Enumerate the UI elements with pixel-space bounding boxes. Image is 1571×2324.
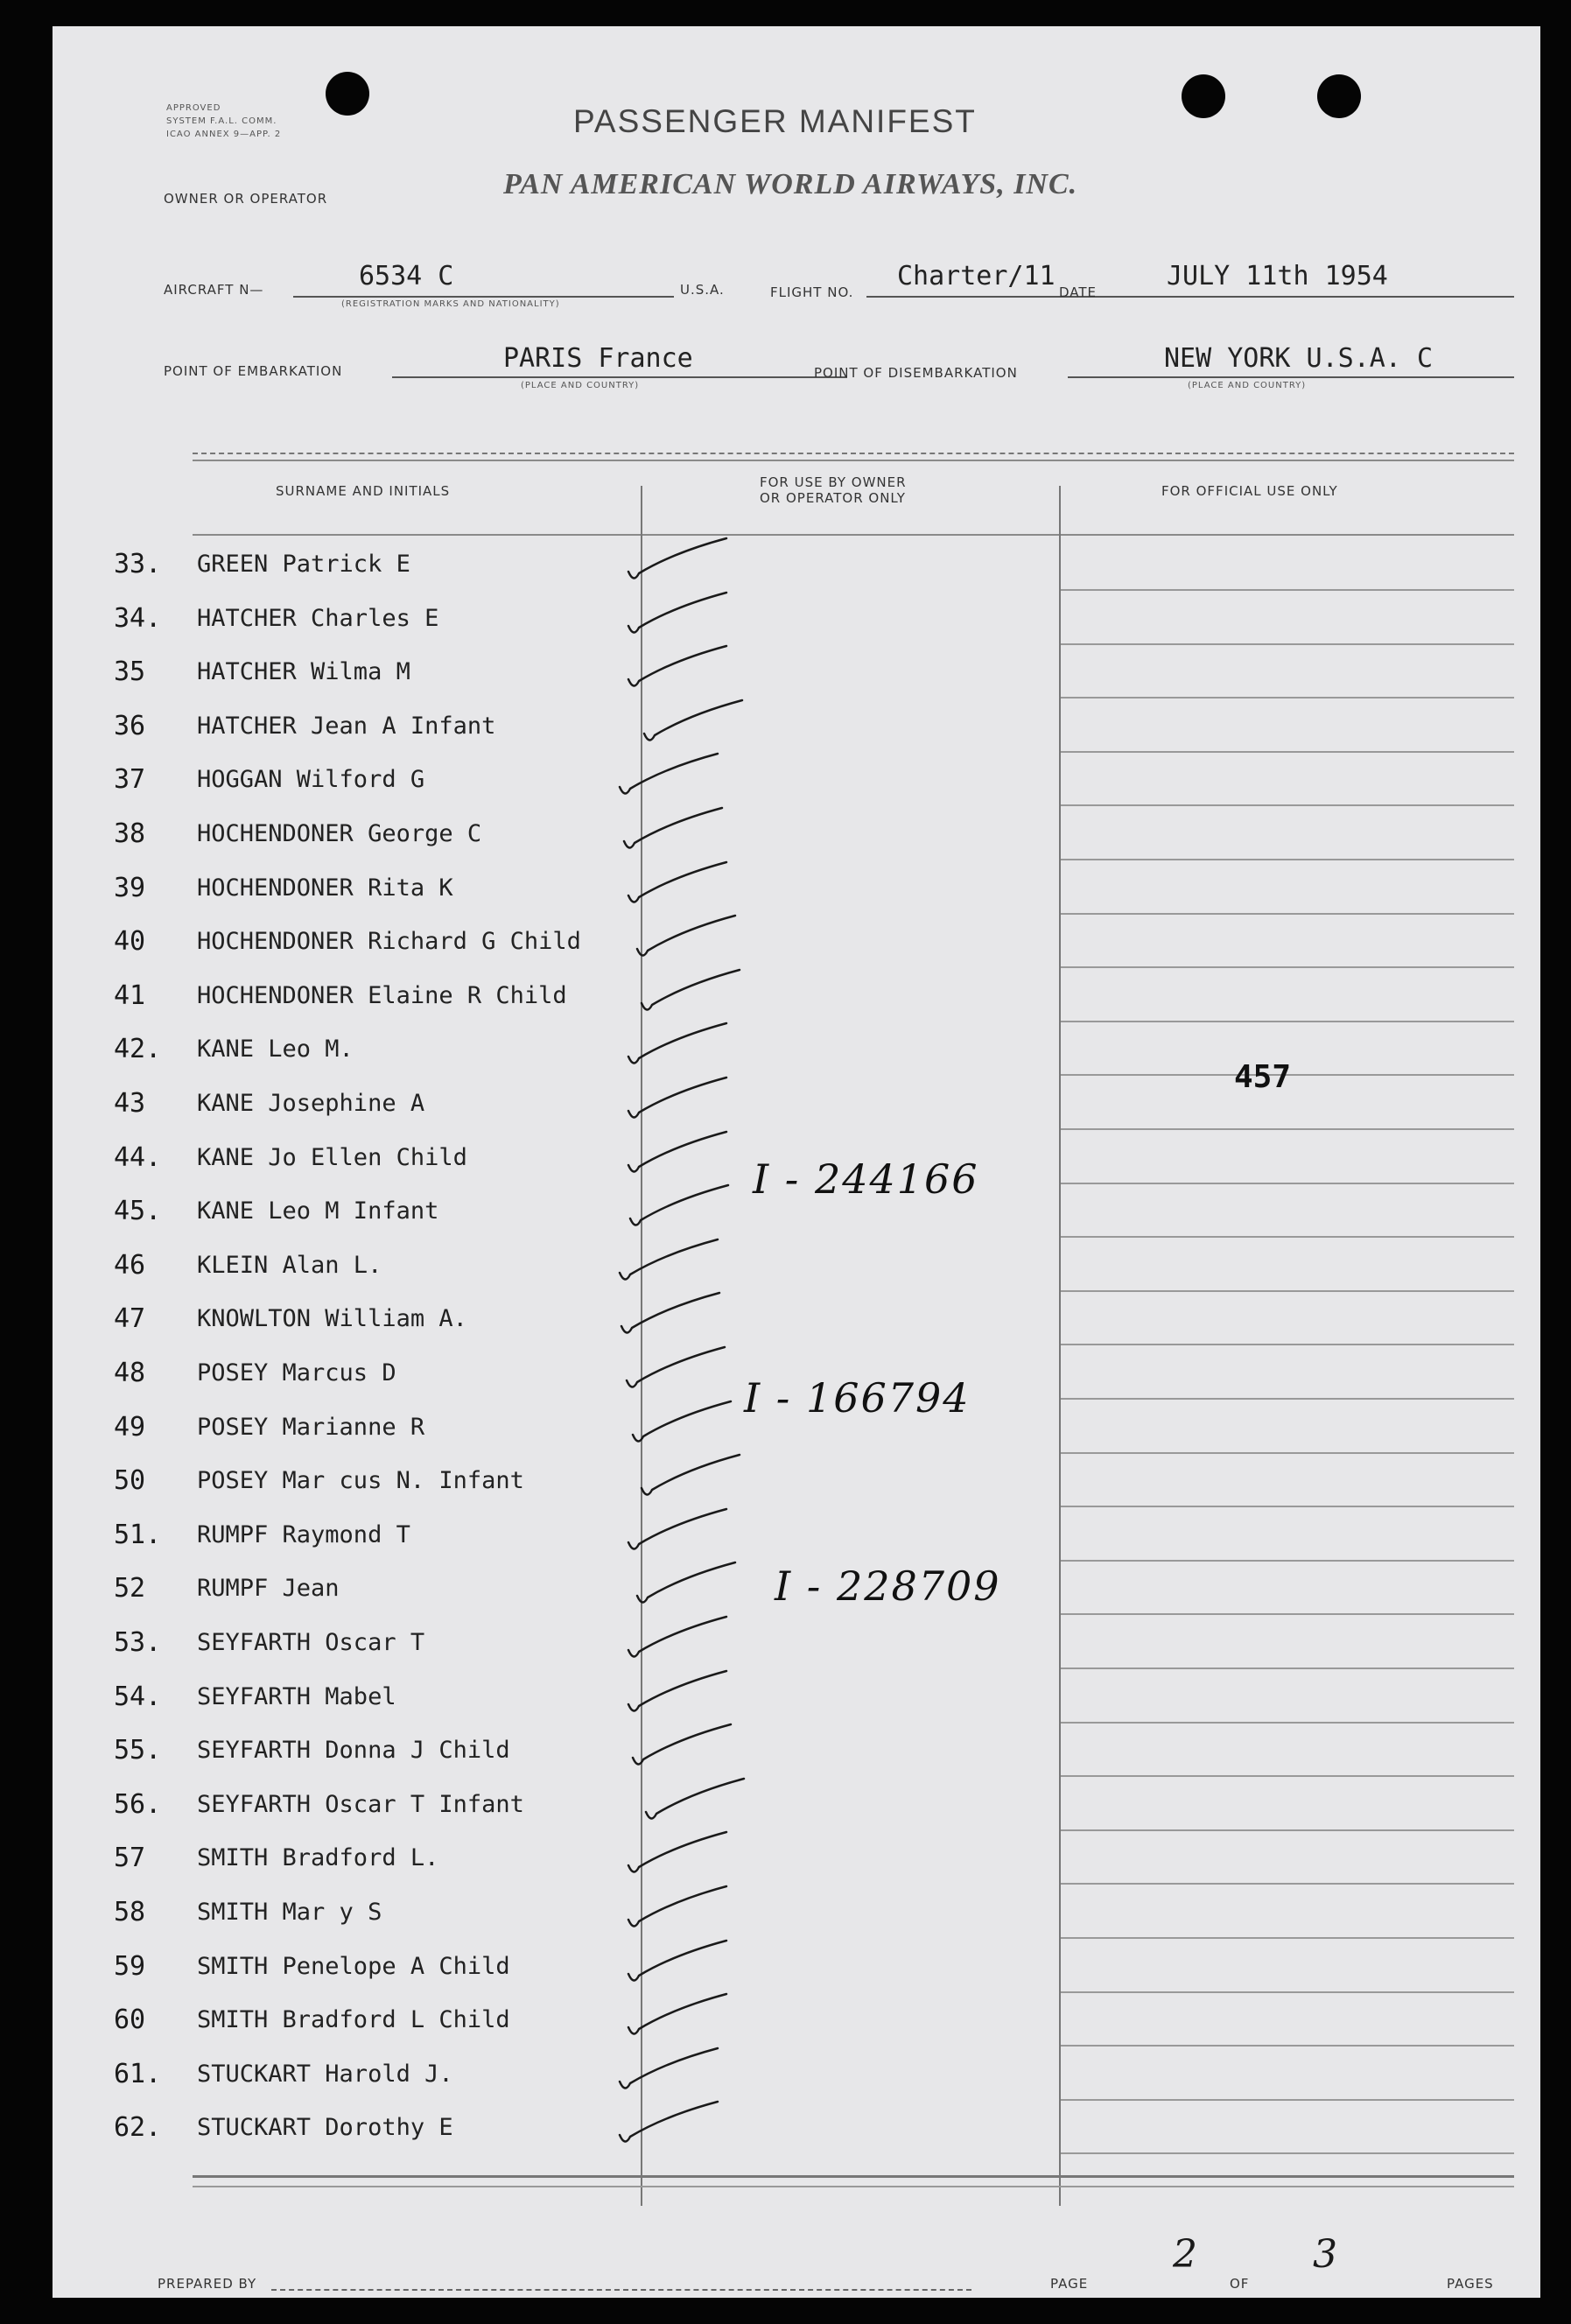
passenger-row	[53, 1025, 1540, 1079]
form-approval-line-1: APPROVED	[166, 103, 221, 113]
page-total: 3	[1313, 2232, 1337, 2277]
row-rule	[1061, 697, 1514, 699]
passenger-number: 41	[114, 979, 146, 1011]
passenger-number: 37	[114, 764, 146, 796]
flight-label: FLIGHT NO.	[770, 284, 854, 300]
passenger-name: RUMPF Raymond T	[197, 1520, 410, 1548]
column-header-operator-line-1: FOR USE BY OWNER	[760, 474, 907, 490]
check-mark-icon	[621, 1827, 735, 1879]
check-mark-icon	[621, 1989, 735, 2041]
row-rule	[1061, 1722, 1514, 1724]
passenger-number: 49	[114, 1411, 146, 1443]
check-mark-icon	[620, 1342, 733, 1394]
row-rule	[1061, 1344, 1514, 1345]
disembarkation-sub-label: (PLACE AND COUNTRY)	[1188, 381, 1307, 390]
row-rule	[1061, 2099, 1514, 2101]
check-mark-icon	[613, 2096, 726, 2149]
row-rule	[1061, 1506, 1514, 1507]
check-mark-icon	[626, 1719, 740, 1772]
passenger-name: GREEN Patrick E	[197, 551, 410, 578]
page-label: PAGE	[1050, 2276, 1089, 2292]
passenger-name: HOCHENDONER Richard G Child	[197, 928, 581, 956]
row-rule	[1061, 1452, 1514, 1454]
passenger-name: SMITH Mar y S	[197, 1899, 382, 1926]
passenger-row	[53, 648, 1540, 702]
check-mark-icon	[621, 1611, 735, 1664]
passenger-name: HOGGAN Wilford G	[197, 766, 425, 794]
passenger-row	[53, 864, 1540, 918]
passenger-number: 43	[114, 1088, 146, 1119]
row-rule	[1061, 1128, 1514, 1130]
disembarkation-label: POINT OF DISEMBARKATION	[814, 365, 1018, 381]
passenger-row	[53, 702, 1540, 756]
passenger-number: 52	[114, 1573, 146, 1604]
check-mark-icon	[621, 1935, 735, 1988]
check-mark-icon	[630, 910, 744, 963]
passenger-row	[53, 2050, 1540, 2104]
flight-value: Charter/11	[897, 261, 1056, 291]
passenger-row	[53, 1673, 1540, 1727]
passenger-row	[53, 810, 1540, 864]
passenger-name: SEYFARTH Oscar T Infant	[197, 1790, 524, 1818]
passenger-number: 44.	[114, 1141, 162, 1173]
passenger-number: 51.	[114, 1519, 162, 1550]
manifest-page	[53, 26, 1540, 2298]
check-mark-icon	[617, 803, 731, 855]
check-mark-icon	[621, 533, 735, 586]
check-mark-icon	[621, 1881, 735, 1934]
passenger-number: 36	[114, 710, 146, 741]
passenger-name: KLEIN Alan L.	[197, 1251, 382, 1279]
passenger-row	[53, 2103, 1540, 2158]
check-mark-icon	[621, 1666, 735, 1718]
passenger-number: 61.	[114, 2058, 162, 2089]
row-rule	[1061, 751, 1514, 753]
passenger-number: 42.	[114, 1034, 162, 1065]
check-mark-icon	[613, 2043, 726, 2096]
embarkation-label: POINT OF EMBARKATION	[164, 363, 343, 379]
check-mark-icon	[621, 857, 735, 909]
prepared-by-label: PREPARED BY	[158, 2276, 257, 2292]
passenger-name: SEYFARTH Oscar T	[197, 1629, 425, 1656]
passenger-name: SMITH Penelope A Child	[197, 1952, 510, 1980]
row-rule	[1061, 1937, 1514, 1939]
check-mark-icon	[623, 1180, 737, 1232]
passenger-number: 45.	[114, 1196, 162, 1227]
check-mark-icon	[621, 1072, 735, 1125]
row-rule	[1061, 589, 1514, 591]
page-number: 2	[1173, 2232, 1197, 2277]
passenger-number: 59	[114, 1950, 146, 1982]
passenger-name: SEYFARTH Mabel	[197, 1682, 396, 1710]
passenger-row	[53, 1780, 1540, 1835]
check-mark-icon	[614, 1288, 728, 1340]
column-header-name: SURNAME AND INITIALS	[276, 483, 451, 499]
column-header-official: FOR OFFICIAL USE ONLY	[1161, 483, 1338, 499]
passenger-name: SMITH Bradford L.	[197, 1844, 439, 1872]
check-mark-icon	[635, 965, 748, 1017]
row-rule	[1061, 2045, 1514, 2047]
passenger-row	[53, 917, 1540, 972]
date-value: JULY 11th 1954	[1167, 261, 1388, 291]
passenger-name: SEYFARTH Donna J Child	[197, 1737, 510, 1765]
passenger-number: 60	[114, 2005, 146, 2036]
row-rule	[1061, 1290, 1514, 1292]
country-label: U.S.A.	[680, 282, 725, 298]
row-rule	[1061, 1398, 1514, 1400]
passenger-row	[53, 1726, 1540, 1780]
passenger-number: 38	[114, 818, 146, 849]
passenger-number: 57	[114, 1843, 146, 1874]
passenger-number: 48	[114, 1358, 146, 1388]
passenger-name: STUCKART Dorothy E	[197, 2114, 453, 2142]
passenger-number: 47	[114, 1303, 146, 1335]
form-approval-line-2: SYSTEM F.A.L. COMM.	[166, 116, 277, 126]
passenger-name: HOCHENDONER Rita K	[197, 874, 453, 902]
check-mark-icon	[626, 1396, 740, 1449]
passenger-row	[53, 594, 1540, 649]
aircraft-sub-label: (REGISTRATION MARKS AND NATIONALITY)	[341, 299, 560, 309]
passenger-name: SMITH Bradford L Child	[197, 2006, 510, 2034]
passenger-name: POSEY Marianne R	[197, 1413, 425, 1441]
passenger-number: 55.	[114, 1735, 162, 1766]
official-note: 457	[1234, 1059, 1292, 1095]
check-mark-icon	[637, 695, 751, 748]
punch-hole	[1317, 74, 1361, 118]
handwritten-id-3: I - 228709	[775, 1562, 1001, 1610]
row-rule	[1061, 2152, 1514, 2154]
passenger-number: 50	[114, 1465, 146, 1497]
passenger-name: HOCHENDONER Elaine R Child	[197, 981, 567, 1009]
passenger-number: 40	[114, 926, 146, 958]
passenger-name: POSEY Marcus D	[197, 1359, 396, 1387]
passenger-number: 62.	[114, 2112, 162, 2144]
owner-value: PAN AMERICAN WORLD AIRWAYS, INC.	[503, 168, 1078, 200]
aircraft-value: 6534 C	[359, 261, 454, 291]
check-mark-icon	[621, 1127, 735, 1179]
passenger-row	[53, 1618, 1540, 1673]
check-mark-icon	[613, 748, 726, 801]
passenger-row	[53, 1834, 1540, 1888]
embarkation-sub-label: (PLACE AND COUNTRY)	[521, 381, 640, 390]
passenger-name: HATCHER Wilma M	[197, 658, 410, 686]
row-rule	[1061, 1991, 1514, 1993]
row-rule	[1061, 643, 1514, 645]
passenger-number: 54.	[114, 1681, 162, 1712]
row-rule	[1061, 1613, 1514, 1615]
embarkation-value: PARIS France	[503, 343, 693, 374]
passenger-row	[53, 1295, 1540, 1349]
passenger-row	[53, 1457, 1540, 1511]
form-approval-line-3: ICAO ANNEX 9—APP. 2	[166, 130, 282, 139]
passenger-row	[53, 540, 1540, 594]
check-mark-icon	[621, 641, 735, 693]
passenger-name: RUMPF Jean	[197, 1575, 340, 1603]
check-mark-icon	[613, 1234, 726, 1287]
handwritten-id-1: I - 244166	[753, 1155, 979, 1203]
row-rule	[1061, 966, 1514, 968]
check-mark-icon	[635, 1450, 748, 1502]
punch-hole	[1182, 74, 1225, 118]
passenger-number: 46	[114, 1249, 146, 1281]
passenger-name: KANE Jo Ellen Child	[197, 1143, 467, 1171]
row-rule	[1061, 1829, 1514, 1831]
passenger-number: 53.	[114, 1627, 162, 1658]
passenger-name: HATCHER Charles E	[197, 604, 439, 632]
check-mark-icon	[639, 1773, 753, 1826]
owner-label: OWNER OR OPERATOR	[164, 191, 328, 207]
passenger-row	[53, 755, 1540, 810]
row-rule	[1061, 859, 1514, 860]
of-label: OF	[1230, 2276, 1250, 2292]
passenger-name: KANE Josephine A	[197, 1090, 425, 1117]
passenger-row	[53, 1888, 1540, 1942]
row-rule	[1061, 1668, 1514, 1669]
row-rule	[1061, 1775, 1514, 1777]
check-mark-icon	[621, 587, 735, 640]
check-mark-icon	[621, 1504, 735, 1556]
pages-label: PAGES	[1447, 2276, 1494, 2292]
passenger-row	[53, 1241, 1540, 1295]
passenger-number: 58	[114, 1897, 146, 1927]
handwritten-id-2: I - 166794	[744, 1374, 971, 1422]
passenger-number: 35	[114, 656, 146, 688]
passenger-row	[53, 1942, 1540, 1997]
passenger-row	[53, 1996, 1540, 2050]
passenger-name: HOCHENDONER George C	[197, 820, 482, 847]
column-header-operator-line-2: OR OPERATOR ONLY	[760, 490, 906, 506]
row-rule	[1061, 1560, 1514, 1562]
passenger-name: POSEY Mar cus N. Infant	[197, 1467, 524, 1495]
disembarkation-value: NEW YORK U.S.A. C	[1164, 343, 1434, 374]
page-title: PASSENGER MANIFEST	[573, 103, 977, 139]
check-mark-icon	[621, 1018, 735, 1071]
passenger-number: 39	[114, 872, 146, 903]
row-rule	[1061, 804, 1514, 806]
row-rule	[1061, 1021, 1514, 1022]
passenger-name: STUCKART Harold J.	[197, 2060, 453, 2088]
passenger-row	[53, 972, 1540, 1026]
passenger-number: 34.	[114, 602, 162, 634]
row-rule	[1061, 1183, 1514, 1184]
passenger-name: KANE Leo M Infant	[197, 1197, 439, 1225]
row-rule	[1061, 1883, 1514, 1885]
date-label: DATE	[1059, 284, 1098, 300]
punch-hole	[326, 72, 369, 116]
passenger-number: 33.	[114, 549, 162, 579]
check-mark-icon	[630, 1557, 744, 1610]
passenger-number: 56.	[114, 1788, 162, 1820]
passenger-name: KANE Leo M.	[197, 1036, 354, 1064]
passenger-row	[53, 1079, 1540, 1134]
aircraft-label: AIRCRAFT N—	[164, 282, 264, 298]
passenger-name: HATCHER Jean A Infant	[197, 712, 496, 740]
passenger-name: KNOWLTON William A.	[197, 1305, 467, 1333]
passenger-row	[53, 1511, 1540, 1565]
row-rule	[1061, 913, 1514, 915]
row-rule	[1061, 1236, 1514, 1238]
